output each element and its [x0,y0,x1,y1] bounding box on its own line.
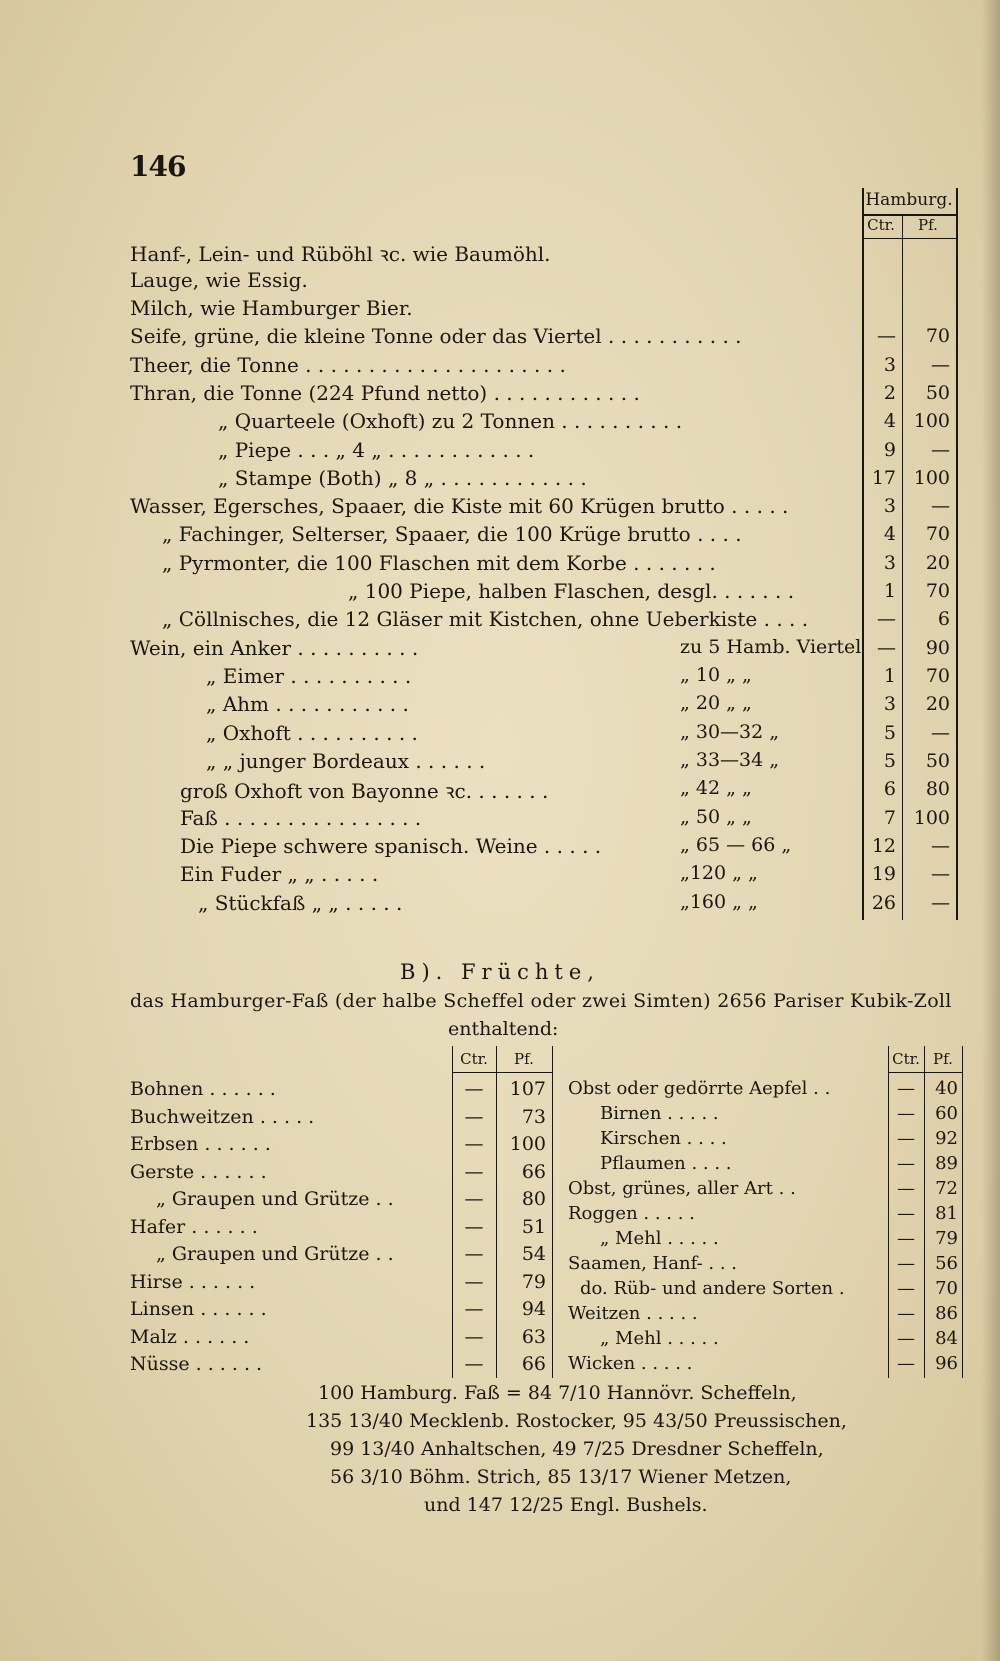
row-label: Theer, die Tonne . . . . . . . . . . . . . . . . . . . . . [130,353,566,377]
fruit-pf-value: 89 [935,1153,958,1174]
fruit-label: Obst, grünes, aller Art . . [568,1178,796,1199]
lower-right-header-pf: Pf. [933,1050,953,1068]
row-ctr-value: 9 [883,439,896,461]
conversion-line: 99 13/40 Anhaltschen, 49 7/25 Dresdner Scheffeln, [330,1438,824,1460]
page-edge-shadow [982,0,1000,1661]
grain-label: Malz . . . . . . [130,1325,250,1348]
conversion-line: 56 3/10 Böhm. Strich, 85 13/17 Wiener Metzen, [330,1466,792,1488]
row-pf-value: 70 [925,580,950,602]
fruit-pf-value: 72 [935,1178,958,1199]
subheader-rule [864,238,956,239]
conversion-line: 100 Hamburg. Faß = 84 7/10 Hannövr. Scheffeln, [318,1382,797,1404]
column-header-pf: Pf. [918,216,938,234]
row-label: „ Eimer . . . . . . . . . . [206,664,412,688]
row-ctr-value: 17 [871,467,896,489]
row-label: „ Quarteele (Oxhoft) zu 2 Tonnen . . . . . . . . . . [218,409,683,433]
row-ctr-value: 12 [871,835,896,857]
row-measure: „ 50 „ „ [680,806,752,828]
row-ctr-value: 1 [883,665,896,687]
grain-pf-value: 107 [509,1078,546,1100]
fruit-pf-value: 81 [935,1203,958,1224]
fruit-ctr-value: — [897,1178,915,1199]
row-label: „ Stampe (Both) „ 8 „ . . . . . . . . . . . . [218,466,587,490]
fruit-pf-value: 86 [935,1303,958,1324]
row-label: „ Oxhoft . . . . . . . . . . [206,721,418,745]
row-label: Thran, die Tonne (224 Pfund netto) . . . . . . . . . . . . [130,381,640,405]
fruit-ctr-value: — [897,1103,915,1124]
grain-pf-value: 63 [521,1325,546,1348]
grain-ctr-value: — [464,1353,484,1375]
grain-pf-value: 80 [521,1188,546,1210]
grain-ctr-value: — [464,1105,484,1128]
lower-left-header-pf: Pf. [514,1050,534,1068]
row-ctr-value: 3 [883,693,896,715]
row-pf-value: 100 [913,410,950,432]
row-pf-value: 6 [937,608,950,630]
row-pf-value: — [931,354,950,376]
row-ctr-value: — [877,608,896,630]
row-label: groß Oxhoft von Bayonne ꝛc. . . . . . . [180,779,549,803]
row-pf-value: 90 [925,637,950,659]
grain-label: „ Graupen und Grütze . . [156,1243,394,1265]
grain-pf-value: 66 [521,1353,546,1375]
fruit-pf-value: 79 [935,1228,958,1249]
fruit-pf-value: 96 [935,1353,958,1374]
row-label: Milch, wie Hamburger Bier. [130,296,413,320]
row-ctr-value: 3 [883,552,896,574]
fruit-ctr-value: — [897,1153,915,1174]
row-pf-value: 70 [925,325,950,347]
grain-pf-value: 51 [521,1215,546,1238]
page-number: 146 [130,150,186,183]
row-pf-value: 80 [925,778,950,800]
section-intro: das Hamburger-Faß (der halbe Scheffel oder zwei Simten) 2656 Pariser Kubik-Zoll [130,990,952,1012]
lower-right-header-rule [888,1072,962,1073]
lower-right-end-divider [962,1046,963,1378]
fruit-pf-value: 84 [935,1328,958,1349]
section-heading: B). Früchte, [400,960,600,984]
row-measure: „ 33—34 „ [680,749,780,771]
row-pf-value: 50 [925,750,950,772]
column-group-header: Hamburg. [865,190,953,210]
lower-left-end-divider [552,1046,553,1378]
row-measure: zu 5 Hamb. Viertel [680,636,862,658]
row-measure: „ 10 „ „ [680,664,752,686]
row-pf-value: 20 [925,552,950,574]
row-ctr-value: 5 [883,722,896,744]
grain-ctr-value: — [464,1188,484,1210]
row-ctr-value: — [877,325,896,347]
lower-right-header-ctr: Ctr. [892,1050,920,1068]
row-pf-value: — [931,495,950,517]
fruit-label: „ Mehl . . . . . [600,1328,719,1349]
row-label: „ 100 Piepe, halben Flaschen, desgl. . . . . . . [348,579,795,603]
grain-ctr-value: — [464,1270,484,1293]
grain-label: Bohnen . . . . . . [130,1078,276,1100]
row-pf-value: — [931,863,950,885]
fruit-pf-value: 56 [935,1253,958,1274]
fruit-label: Kirschen . . . . [600,1128,727,1149]
grain-label: „ Graupen und Grütze . . [156,1188,394,1210]
row-label: „ Pyrmonter, die 100 Flaschen mit dem Korbe . . . . . . . [162,551,716,575]
row-pf-value: 70 [925,665,950,687]
grain-label: Buchweitzen . . . . . [130,1105,315,1128]
row-pf-value: — [931,722,950,744]
conversion-line: 135 13/40 Mecklenb. Rostocker, 95 43/50 Preussischen, [306,1410,847,1432]
grain-pf-value: 54 [521,1243,546,1265]
row-label: „ Stückfaß „ „ . . . . . [198,891,403,915]
row-label: Faß . . . . . . . . . . . . . . . . [180,806,422,830]
conversion-line: und 147 12/25 Engl. Bushels. [424,1494,708,1516]
fruit-label: Roggen . . . . . [568,1203,695,1224]
fruit-label: Wicken . . . . . [568,1353,693,1374]
row-pf-value: 100 [913,467,950,489]
grain-pf-value: 94 [521,1298,546,1320]
grain-pf-value: 79 [521,1270,546,1293]
row-ctr-value: 19 [871,863,896,885]
column-header-ctr: Ctr. [867,216,895,234]
grain-ctr-value: — [464,1325,484,1348]
grain-pf-value: 100 [509,1133,546,1155]
fruit-ctr-value: — [897,1278,915,1299]
row-pf-value: — [931,439,950,461]
row-ctr-value: 4 [883,410,896,432]
grain-label: Linsen . . . . . . [130,1298,267,1320]
row-measure: „ 20 „ „ [680,692,752,714]
row-pf-value: 100 [913,807,950,829]
fruit-label: Obst oder gedörrte Aepfel . . [568,1078,831,1099]
grain-label: Nüsse . . . . . . [130,1353,263,1375]
fruit-pf-value: 92 [935,1128,958,1149]
lower-left-header-rule [452,1072,552,1073]
fruit-ctr-value: — [897,1078,915,1099]
section-intro-continued: enthaltend: [448,1018,559,1040]
row-label: „ „ junger Bordeaux . . . . . . [206,749,486,773]
fruit-ctr-value: — [897,1353,915,1374]
row-ctr-value: — [877,637,896,659]
fruit-label: „ Mehl . . . . . [600,1228,719,1249]
fruit-ctr-value: — [897,1328,915,1349]
grain-label: Hafer . . . . . . [130,1215,258,1238]
fruit-pf-value: 40 [935,1078,958,1099]
fruit-ctr-value: — [897,1253,915,1274]
row-measure: „160 „ „ [680,891,758,913]
row-label: Wein, ein Anker . . . . . . . . . . [130,636,419,660]
fruit-ctr-value: — [897,1128,915,1149]
row-ctr-value: 26 [871,892,896,914]
row-label: Lauge, wie Essig. [130,268,308,292]
row-ctr-value: 3 [883,495,896,517]
grain-label: Gerste . . . . . . [130,1160,267,1183]
row-measure: „120 „ „ [680,862,758,884]
fruit-pf-value: 60 [935,1103,958,1124]
row-ctr-value: 1 [883,580,896,602]
row-label: Seife, grüne, die kleine Tonne oder das Viertel . . . . . . . . . . . [130,324,742,348]
row-label: Ein Fuder „ „ . . . . . [180,862,379,886]
row-label: „ Ahm . . . . . . . . . . . [206,692,409,716]
row-label: „ Piepe . . . „ 4 „ . . . . . . . . . . . . [218,438,535,462]
row-measure: „ 65 — 66 „ [680,834,792,856]
row-ctr-value: 3 [883,354,896,376]
fruit-label: Birnen . . . . . [600,1103,719,1124]
row-ctr-value: 2 [883,382,896,404]
fruit-ctr-value: — [897,1228,915,1249]
lower-left-header-ctr: Ctr. [460,1050,488,1068]
fruit-label: Saamen, Hanf- . . . [568,1253,738,1274]
row-measure: „ 30—32 „ [680,721,780,743]
row-ctr-value: 5 [883,750,896,772]
grain-ctr-value: — [464,1160,484,1183]
row-pf-value: 50 [925,382,950,404]
row-ctr-value: 4 [883,523,896,545]
fruit-ctr-value: — [897,1203,915,1224]
grain-label: Erbsen . . . . . . [130,1133,271,1155]
grain-ctr-value: — [464,1215,484,1238]
grain-ctr-value: — [464,1078,484,1100]
grain-ctr-value: — [464,1243,484,1265]
grain-ctr-value: — [464,1133,484,1155]
grain-ctr-value: — [464,1298,484,1320]
row-label: Wasser, Egersches, Spaaer, die Kiste mit 60 Krügen brutto . . . . . [130,494,789,518]
grain-pf-value: 73 [521,1105,546,1128]
row-pf-value: 70 [925,523,950,545]
row-pf-value: — [931,835,950,857]
row-label: Hanf-, Lein- und Rüböhl ꝛc. wie Baumöhl. [130,242,551,266]
row-label: „ Fachinger, Selterser, Spaaer, die 100 Krüge brutto . . . . [162,522,742,546]
row-ctr-value: 6 [883,778,896,800]
row-pf-value: 20 [925,693,950,715]
fruit-pf-value: 70 [935,1278,958,1299]
row-pf-value: — [931,892,950,914]
row-ctr-value: 7 [883,807,896,829]
grain-label: Hirse . . . . . . [130,1270,256,1293]
fruit-label: Weitzen . . . . . [568,1303,698,1324]
grain-pf-value: 66 [521,1160,546,1183]
row-measure: „ 42 „ „ [680,777,752,799]
row-label: Die Piepe schwere spanisch. Weine . . . . . [180,834,602,858]
fruit-label: do. Rüb- und andere Sorten . [580,1278,845,1299]
fruit-ctr-value: — [897,1303,915,1324]
row-label: „ Cöllnisches, die 12 Gläser mit Kistchen, ohne Ueberkiste . . . . [162,607,809,631]
fruit-label: Pflaumen . . . . [600,1153,732,1174]
